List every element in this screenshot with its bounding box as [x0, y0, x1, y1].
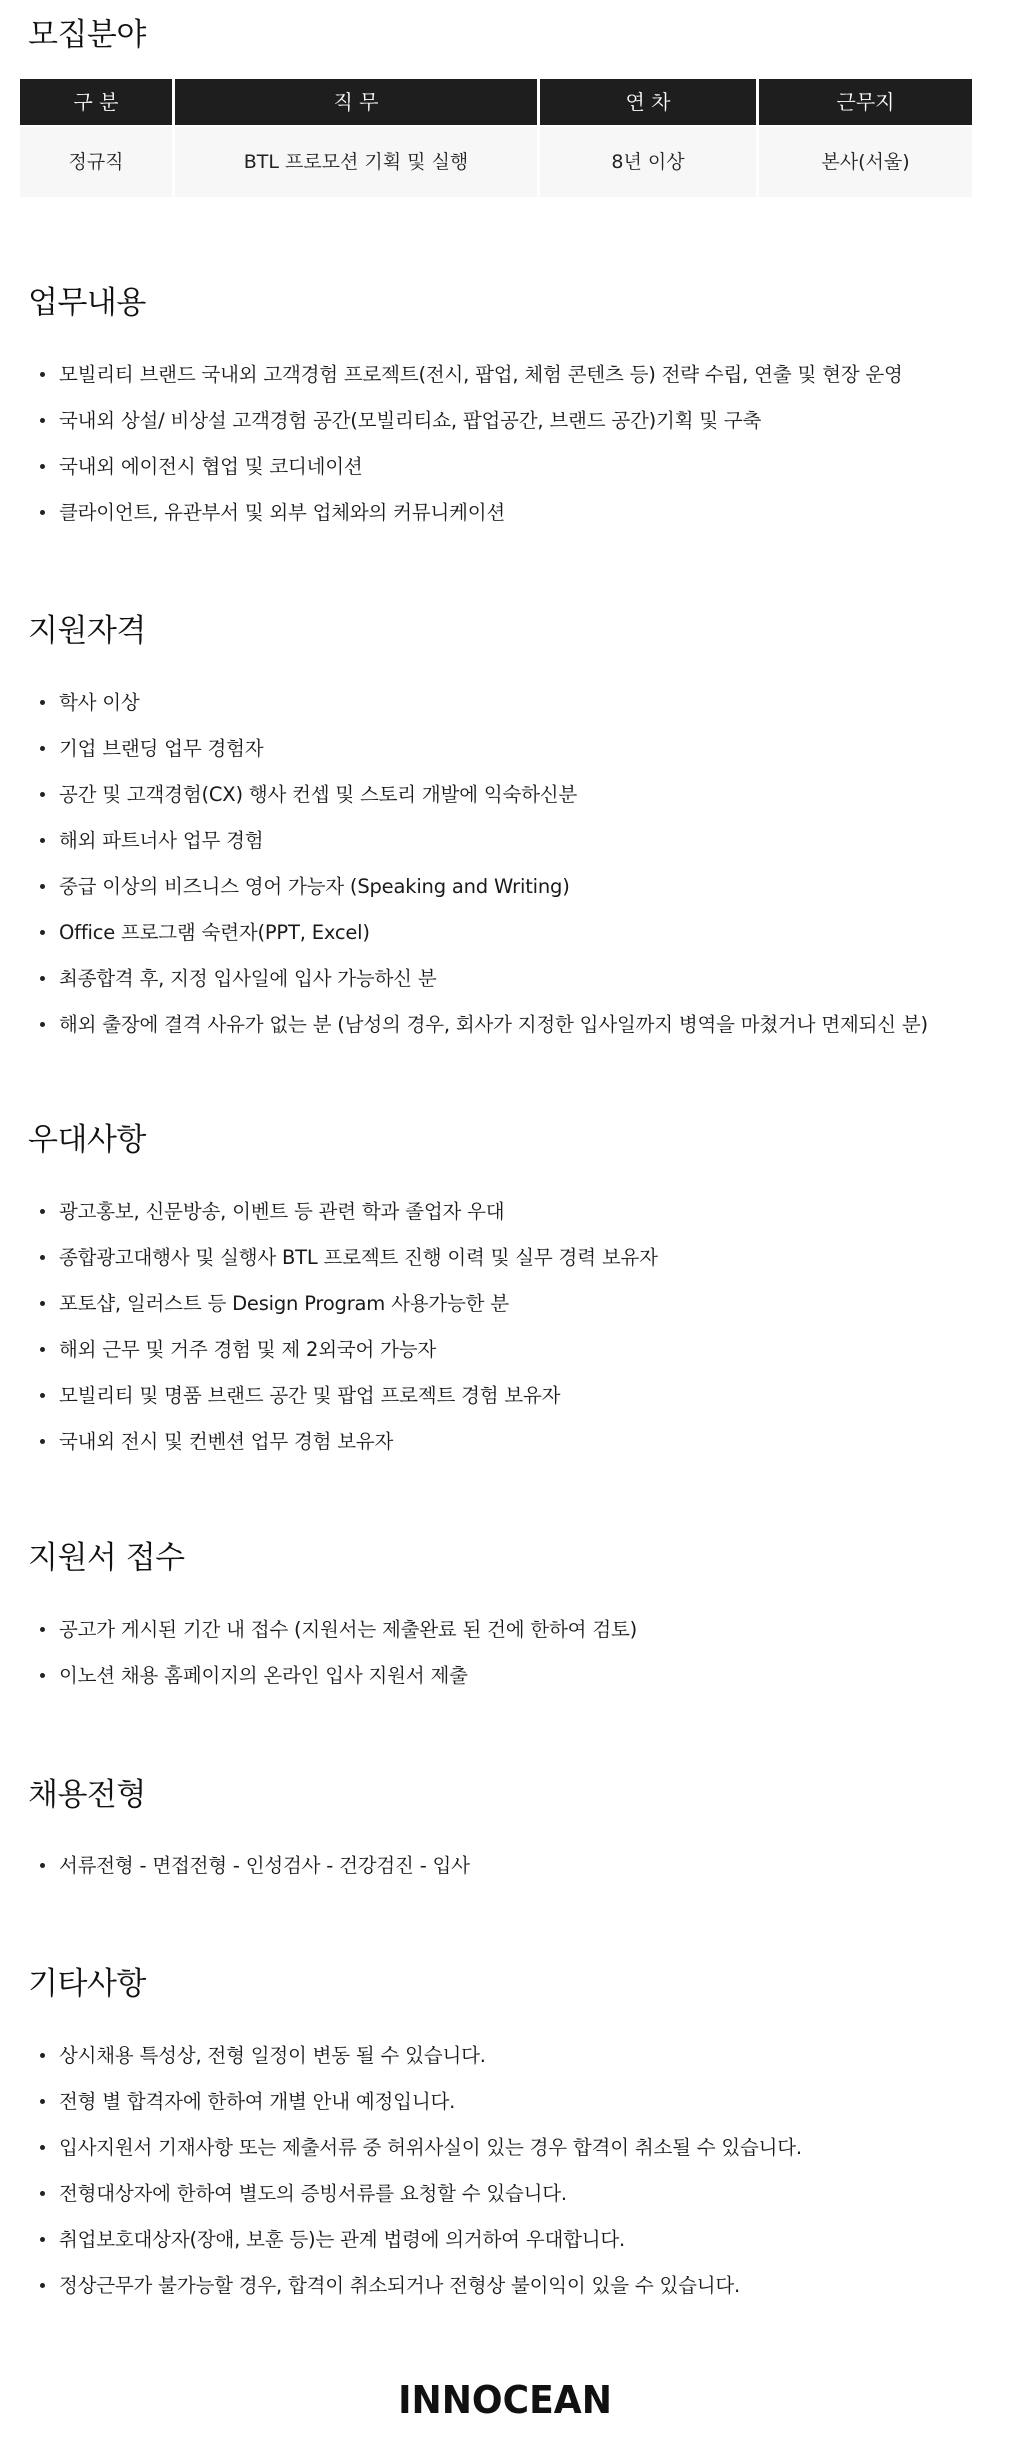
list-item	[38, 2263, 802, 2309]
list-item	[38, 864, 928, 910]
section-title-process: 채용전형	[28, 1777, 146, 1813]
list-item-text: 모빌리티 브랜드 국내외 고객경험 프로젝트(전시, 팝업, 체험 콘텐츠 등) 전략 수립, 연출 및 현장 운영	[59, 363, 903, 386]
qualifications-list	[38, 680, 928, 1048]
process-list	[38, 1843, 470, 1889]
section-title-recruit: 모집분야	[28, 17, 146, 53]
list-item-text: 상시채용 특성상, 전형 일정이 변동 될 수 있습니다.	[59, 2044, 486, 2067]
section-title-application: 지원서 접수	[28, 1540, 185, 1576]
bullet-dot-icon	[40, 2099, 45, 2104]
list-item-text: 공고가 게시된 기간 내 접수 (지원서는 제출완료 된 건에 한하여 검토)	[59, 1618, 637, 1641]
list-item-text: 이노션 채용 홈페이지의 온라인 입사 지원서 제출	[59, 1664, 468, 1687]
bullet-dot-icon	[40, 510, 45, 515]
list-item-text: 국내외 전시 및 컨벤션 업무 경험 보유자	[59, 1430, 394, 1453]
bullet-dot-icon	[40, 746, 45, 751]
list-item-text: 해외 출장에 결격 사유가 없는 분 (남성의 경우, 회사가 지정한 입사일까지 병역을 마쳤거나 면제되신 분)	[59, 1013, 928, 1036]
bullet-dot-icon	[40, 884, 45, 889]
bullet-dot-icon	[40, 1863, 45, 1868]
list-item	[38, 1281, 658, 1327]
bullet-dot-icon	[40, 1347, 45, 1352]
innocean-logo: INNOCEAN	[398, 2378, 612, 2422]
list-item	[38, 1653, 637, 1699]
list-item-text: 학사 이상	[59, 691, 140, 714]
list-item-text: 최종합격 후, 지정 입사일에 입사 가능하신 분	[59, 967, 437, 990]
bullet-dot-icon	[40, 1673, 45, 1678]
list-item	[38, 1235, 658, 1281]
section-title-duties: 업무내용	[28, 285, 146, 321]
list-item	[38, 1189, 658, 1235]
table-cell: 정규직	[20, 127, 172, 197]
list-item-text: 입사지원서 기재사항 또는 제출서류 중 허위사실이 있는 경우 합격이 취소될 수 있습니다.	[59, 2136, 802, 2159]
list-item	[38, 1002, 928, 1048]
bullet-dot-icon	[40, 976, 45, 981]
list-item-text: 전형 별 합격자에 한하여 개별 안내 예정입니다.	[59, 2090, 456, 2113]
etc-list	[38, 2033, 802, 2309]
list-item	[38, 1373, 658, 1419]
section-title-qualifications: 지원자격	[28, 613, 146, 649]
recruit-table	[20, 79, 975, 197]
list-item	[38, 680, 928, 726]
table-header-cell: 직 무	[175, 79, 537, 125]
duties-list	[38, 352, 903, 536]
bullet-dot-icon	[40, 1301, 45, 1306]
bullet-dot-icon	[40, 838, 45, 843]
section-title-preferences: 우대사항	[28, 1122, 146, 1158]
bullet-dot-icon	[40, 2053, 45, 2058]
bullet-dot-icon	[40, 2191, 45, 2196]
list-item	[38, 1419, 658, 1465]
table-cell: 8년 이상	[540, 127, 756, 197]
bullet-dot-icon	[40, 372, 45, 377]
list-item-text: 중급 이상의 비즈니스 영어 가능자 (Speaking and Writing)	[59, 875, 570, 898]
list-item-text: 기업 브랜딩 업무 경험자	[59, 737, 264, 760]
list-item	[38, 2171, 802, 2217]
bullet-dot-icon	[40, 1439, 45, 1444]
bullet-dot-icon	[40, 2237, 45, 2242]
bullet-dot-icon	[40, 1627, 45, 1632]
list-item-text: 취업보호대상자(장애, 보훈 등)는 관계 법령에 의거하여 우대합니다.	[59, 2228, 626, 2251]
bullet-dot-icon	[40, 418, 45, 423]
list-item	[38, 2125, 802, 2171]
preferences-list	[38, 1189, 658, 1465]
list-item	[38, 726, 928, 772]
list-item-text: 서류전형 - 면접전형 - 인성검사 - 건강검진 - 입사	[59, 1854, 470, 1877]
list-item-text: 국내외 상설/ 비상설 고객경험 공간(모빌리티쇼, 팝업공간, 브랜드 공간)기획 및 구축	[59, 409, 762, 432]
bullet-dot-icon	[40, 2145, 45, 2150]
list-item	[38, 490, 903, 536]
table-header-cell: 근무지	[759, 79, 972, 125]
bullet-dot-icon	[40, 464, 45, 469]
list-item-text: 전형대상자에 한하여 별도의 증빙서류를 요청할 수 있습니다.	[59, 2182, 567, 2205]
list-item	[38, 444, 903, 490]
table-row	[20, 125, 975, 197]
list-item	[38, 818, 928, 864]
list-item	[38, 1843, 470, 1889]
bullet-dot-icon	[40, 1255, 45, 1260]
table-header-cell: 연 차	[540, 79, 756, 125]
list-item	[38, 1327, 658, 1373]
bullet-dot-icon	[40, 2283, 45, 2288]
list-item-text: Office 프로그램 숙련자(PPT, Excel)	[59, 921, 370, 944]
list-item-text: 포토샵, 일러스트 등 Design Program 사용가능한 분	[59, 1292, 509, 1315]
bullet-dot-icon	[40, 930, 45, 935]
list-item-text: 해외 근무 및 거주 경험 및 제 2외국어 가능자	[59, 1338, 437, 1361]
list-item-text: 클라이언트, 유관부서 및 외부 업체와의 커뮤니케이션	[59, 501, 506, 524]
bullet-dot-icon	[40, 1393, 45, 1398]
list-item-text: 공간 및 고객경험(CX) 행사 컨셉 및 스토리 개발에 익숙하신분	[59, 783, 578, 806]
list-item	[38, 910, 928, 956]
table-cell: 본사(서울)	[759, 127, 972, 197]
bullet-dot-icon	[40, 1022, 45, 1027]
list-item-text: 국내외 에이전시 협업 및 코디네이션	[59, 455, 363, 478]
list-item	[38, 956, 928, 1002]
table-header-cell: 구 분	[20, 79, 172, 125]
bullet-dot-icon	[40, 1209, 45, 1214]
list-item-text: 모빌리티 및 명품 브랜드 공간 및 팝업 프로젝트 경험 보유자	[59, 1384, 561, 1407]
list-item-text: 종합광고대행사 및 실행사 BTL 프로젝트 진행 이력 및 실무 경력 보유자	[59, 1246, 658, 1269]
application-list	[38, 1607, 637, 1699]
table-cell: BTL 프로모션 기획 및 실행	[175, 127, 537, 197]
list-item	[38, 2217, 802, 2263]
bullet-dot-icon	[40, 792, 45, 797]
bullet-dot-icon	[40, 700, 45, 705]
list-item	[38, 772, 928, 818]
list-item-text: 정상근무가 불가능할 경우, 합격이 취소되거나 전형상 불이익이 있을 수 있습니다.	[59, 2274, 741, 2297]
list-item	[38, 398, 903, 444]
list-item-text: 광고홍보, 신문방송, 이벤트 등 관련 학과 졸업자 우대	[59, 1200, 505, 1223]
section-title-etc: 기타사항	[28, 1966, 146, 2002]
list-item-text: 해외 파트너사 업무 경험	[59, 829, 264, 852]
list-item	[38, 2033, 802, 2079]
table-header-row	[20, 79, 975, 125]
list-item	[38, 1607, 637, 1653]
list-item	[38, 352, 903, 398]
list-item	[38, 2079, 802, 2125]
